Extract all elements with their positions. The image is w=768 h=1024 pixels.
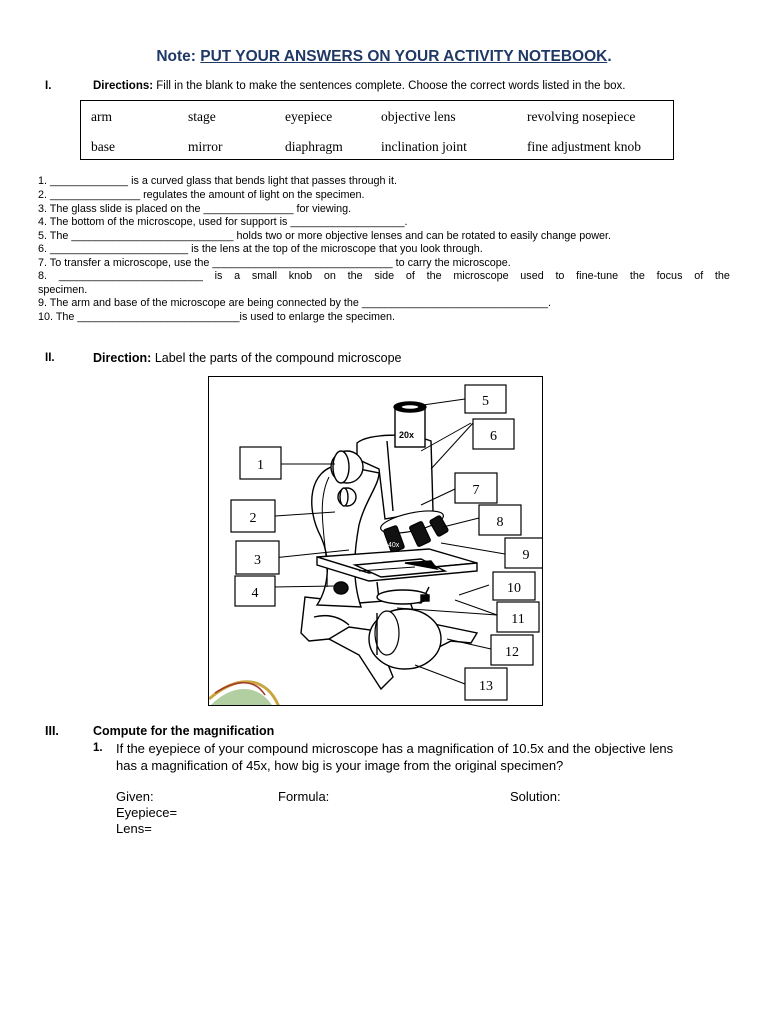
word-box-item: inclination joint — [381, 139, 467, 154]
question-7: 7. To transfer a microscope, use the ______________________________ to carry the microscope. — [38, 257, 511, 269]
label-box-11 — [497, 602, 539, 632]
q8-word: of — [694, 270, 704, 282]
label-box-5 — [465, 385, 506, 413]
decorative-leaf-icon — [209, 682, 279, 706]
label-box-2 — [231, 500, 275, 532]
section-3-numeral: III. — [45, 724, 59, 738]
label-box-12 — [491, 635, 533, 665]
svg-text:5: 5 — [482, 394, 489, 409]
svg-text:8: 8 — [496, 515, 504, 530]
given-label: Given: — [116, 789, 154, 804]
q8-word: a — [234, 270, 241, 282]
svg-text:11: 11 — [511, 612, 525, 627]
q8-word: is — [214, 270, 223, 282]
directions-text: Fill in the blank to make the sentences complete. Choose the correct words listed in the box. — [156, 80, 626, 92]
word-box-item: arm — [91, 109, 112, 124]
question-4: 4. The bottom of the microscope, used for support is ___________________. — [38, 216, 408, 228]
page-note — [0, 48, 768, 66]
formula-label: Formula: — [278, 789, 330, 804]
q8-word: 8. — [38, 270, 48, 282]
label-box-10 — [493, 572, 535, 600]
q8-word: the — [714, 270, 730, 282]
q8-word: focus — [656, 270, 683, 282]
section-2-numeral: II. — [45, 352, 55, 364]
label-box-3 — [236, 541, 279, 574]
note-suffix: . — [607, 48, 612, 65]
microscope-figure — [208, 376, 543, 706]
q8-word: the — [629, 270, 645, 282]
section-2-direction — [93, 351, 402, 365]
q8-word: fine-tune — [576, 270, 619, 282]
eyepiece-label: Eyepiece= — [116, 805, 178, 820]
svg-text:1: 1 — [257, 458, 264, 473]
label-box-4 — [235, 576, 275, 606]
svg-text:3: 3 — [254, 553, 261, 568]
svg-text:4: 4 — [251, 586, 259, 601]
q8-word: on — [323, 270, 336, 282]
q8-word: ________________________ — [58, 270, 203, 282]
question-6: 6. _______________________ is the lens at the top of the microscope that you look through. — [38, 243, 483, 255]
solution-label: Solution: — [510, 789, 561, 804]
note-prefix: Note: — [156, 48, 196, 65]
microscope-mirror — [369, 609, 441, 669]
label-box-9 — [505, 538, 543, 568]
word-box-item: objective lens — [381, 109, 456, 124]
label-box-1 — [240, 447, 281, 479]
q8-word: microscope — [453, 270, 509, 282]
svg-text:7: 7 — [472, 483, 480, 498]
eyepiece-mark: 20x — [399, 430, 415, 440]
svg-text:6: 6 — [490, 429, 497, 444]
label-box-13 — [465, 668, 507, 700]
q8-word: the — [426, 270, 442, 282]
question-10: 10. The ___________________________is used to enlarge the specimen. — [38, 311, 395, 323]
svg-text:12: 12 — [505, 645, 519, 660]
svg-text:13: 13 — [479, 679, 493, 694]
question-5: 5. The ___________________________ holds two or more objective lenses and can be rotated to easily change power. — [38, 230, 612, 242]
q8-word: side — [374, 270, 395, 282]
q8-word: the — [347, 270, 363, 282]
label-box-7 — [455, 473, 497, 503]
word-box-item: base — [91, 139, 115, 154]
word-box-item: diaphragm — [285, 139, 343, 154]
word-box-item: mirror — [188, 139, 223, 154]
word-box-item: stage — [188, 109, 216, 124]
section-3-title: Compute for the magnification — [93, 724, 275, 738]
directions-label: Directions: — [93, 80, 154, 92]
direction-text: Label the parts of the compound microscope — [154, 351, 402, 365]
objective-mark: 40x — [388, 542, 400, 549]
question-line-1: If the eyepiece of your compound microscope has a magnification of 10.5x and the objective lens — [116, 741, 674, 756]
q8-word: of — [405, 270, 415, 282]
question-line-2: has a magnification of 45x, how big is your image from the original specimen? — [116, 758, 564, 773]
section-1-numeral: I. — [45, 80, 52, 92]
word-box-item: revolving nosepiece — [527, 109, 636, 124]
question-9: 9. The arm and base of the microscope are being connected by the _______________________________. — [38, 297, 552, 309]
q8-word: knob — [288, 270, 313, 282]
q8-word: used — [520, 270, 544, 282]
question-2: 2. _______________ regulates the amount of light on the specimen. — [38, 189, 365, 201]
note-text: PUT YOUR ANSWERS ON YOUR ACTIVITY NOTEBOOK — [200, 48, 608, 65]
label-box-6 — [473, 419, 514, 449]
question-3: 3. The glass slide is placed on the _______________ for viewing. — [38, 203, 352, 215]
microscope-diagram — [209, 377, 543, 706]
direction-label: Direction: — [93, 351, 152, 365]
item-number: 1. — [93, 742, 103, 754]
lens-label: Lens= — [116, 821, 152, 836]
question-8 — [38, 270, 730, 282]
q8-word: to — [555, 270, 565, 282]
svg-text:9: 9 — [522, 548, 530, 563]
section-1-directions — [93, 80, 625, 92]
label-box-8 — [479, 505, 521, 535]
word-box-item: eyepiece — [285, 109, 333, 124]
svg-text:10: 10 — [507, 581, 521, 596]
word-box-item: fine adjustment knob — [527, 139, 641, 154]
word-box — [80, 100, 674, 160]
svg-text:2: 2 — [249, 511, 257, 526]
question-1: 1. _____________ is a curved glass that bends light that passes through it. — [38, 175, 397, 187]
question-8-continued: specimen. — [38, 284, 88, 296]
q8-word: small — [251, 270, 278, 282]
